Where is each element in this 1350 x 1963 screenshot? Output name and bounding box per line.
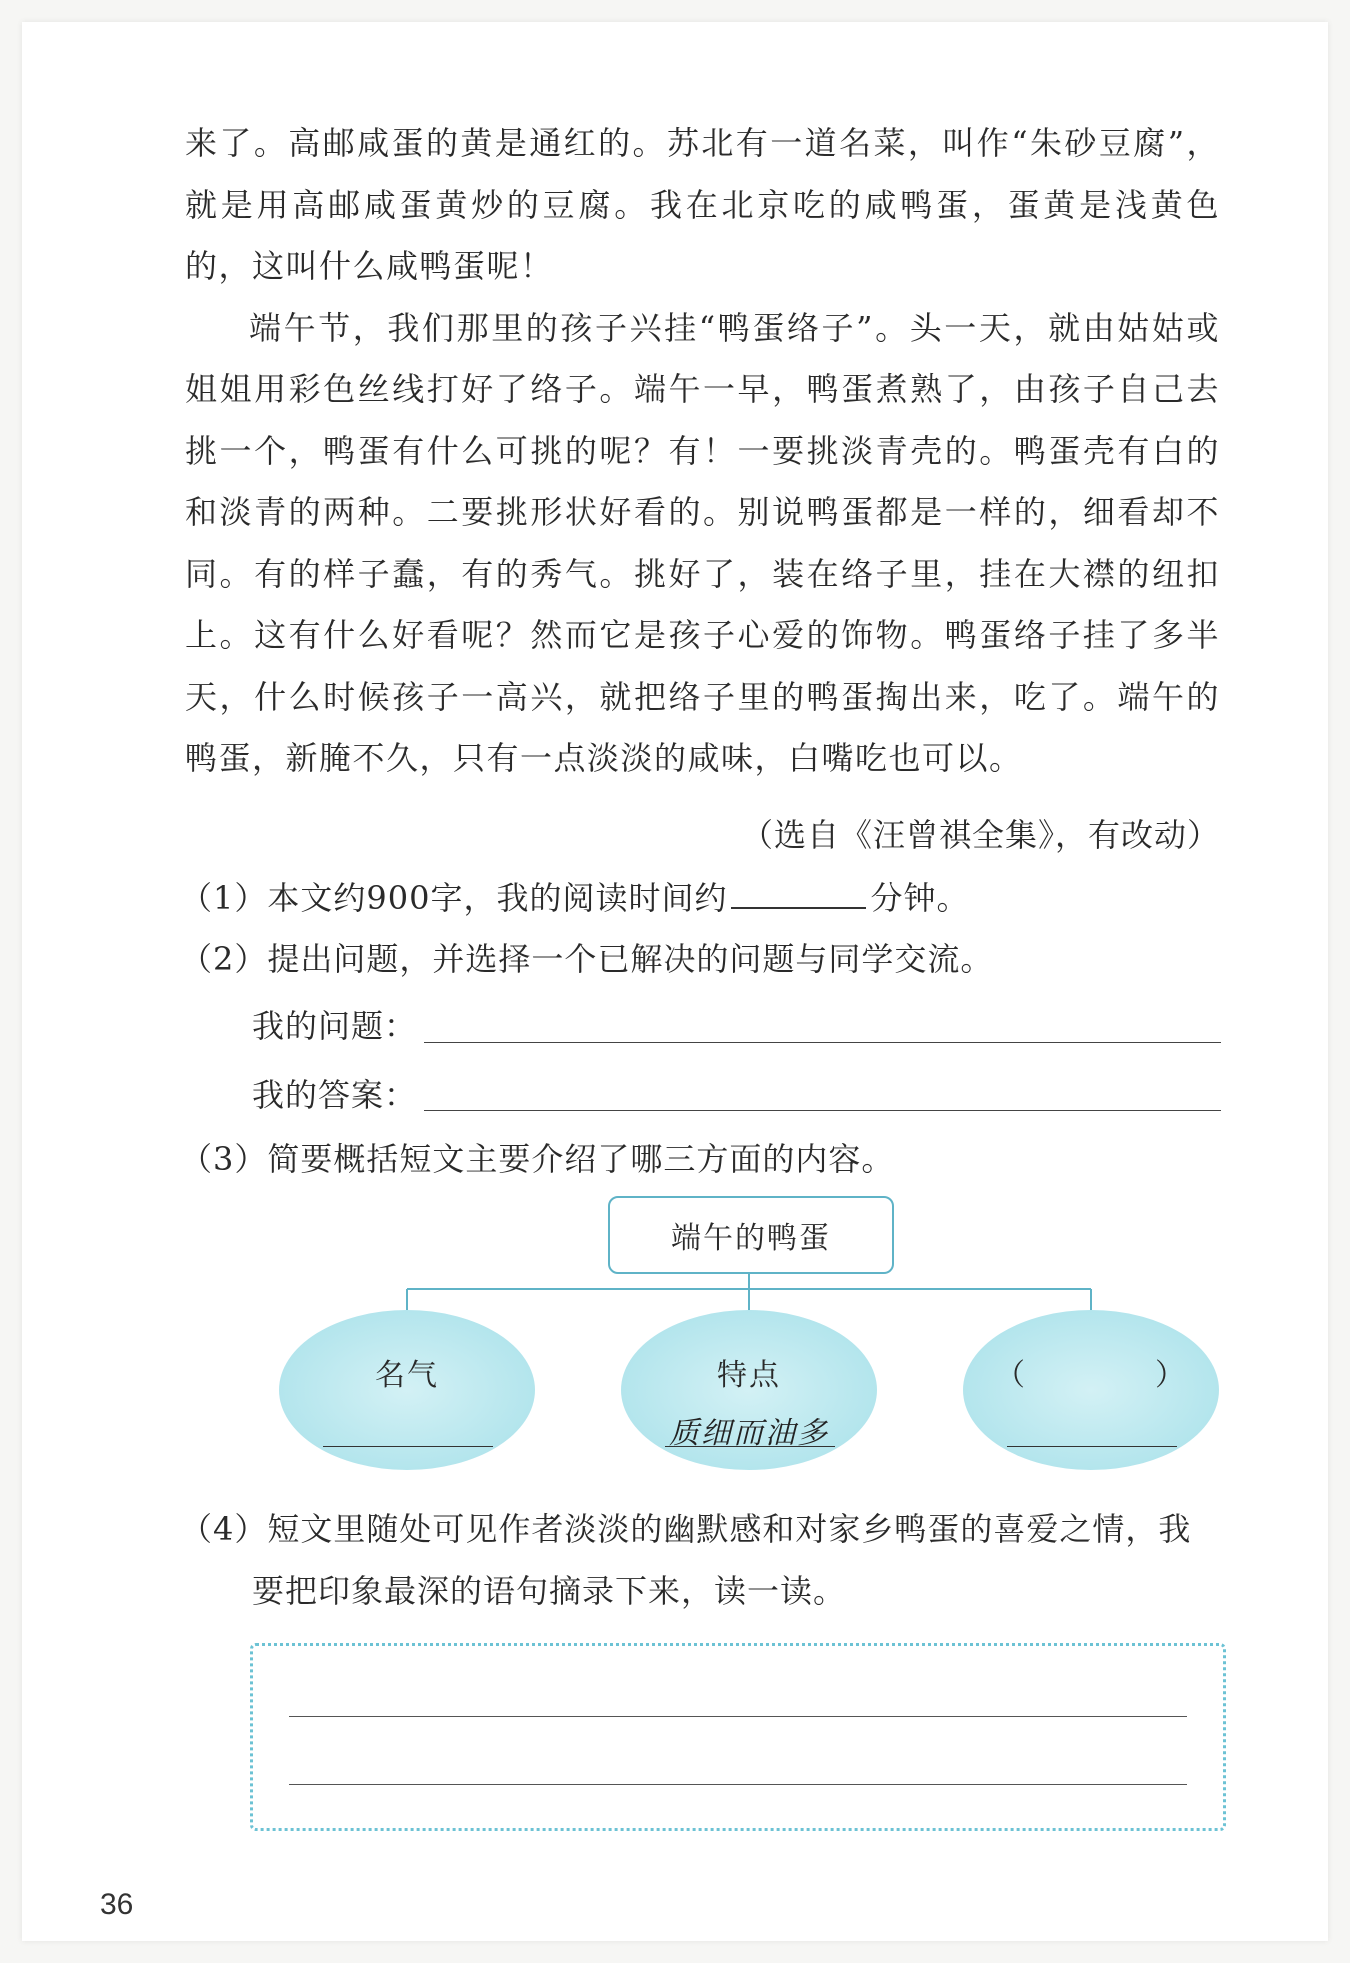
node-blank-answer-line[interactable] (1007, 1446, 1177, 1447)
my-answer-label: 我的答案： (252, 1076, 418, 1114)
reading-time-blank[interactable] (731, 873, 866, 909)
node-fame-answer-line[interactable] (323, 1446, 493, 1447)
question-3: （3）简要概括短文主要介绍了哪三方面的内容。 (180, 1140, 895, 1178)
node-fame-label: 名气 (375, 1358, 439, 1393)
question-1-text: （1）本文约900字，我的阅读时间约 (180, 879, 728, 917)
node-feature-answer: 质细而油多 (669, 1416, 829, 1451)
question-4-line-1: （4）短文里随处可见作者淡淡的幽默感和对家乡鸭蛋的喜爱之情，我 (180, 1510, 1192, 1548)
my-answer-line[interactable] (424, 1110, 1221, 1111)
node-feature (621, 1310, 877, 1470)
question-4-line-2: 要把印象最深的语句摘录下来，读一读。 (252, 1572, 847, 1610)
question-1-unit: 分钟。 (870, 879, 970, 917)
node-fame (279, 1310, 535, 1470)
node-feature-label: 特点 (717, 1358, 781, 1393)
page-number: 36 (100, 1888, 134, 1921)
passage (185, 113, 1220, 790)
concept-map-title: 端午的鸭蛋 (608, 1196, 894, 1274)
paragraph-2: 端午节，我们那里的孩子兴挂“鸭蛋络子”。头一天，就由姑姑或姐姐用彩色丝线打好了络子。端午一早，鸭蛋煮熟了，由孩子自己去挑一个，鸭蛋有什么可挑的呢？有！一要挑淡青壳的。鸭蛋壳有白的和淡青的两种。二要挑形状好看的。别说鸭蛋都是一样的，细看却不同。有的样子蠢，有的秀气。挑好了，装在络子里，挂在大襟的纽扣上。这有什么好看呢？然而它是孩子心爱的饰物。鸭蛋络子挂了多半天，什么时候孩子一高兴，就把络子里的鸭蛋掏出来，吃了。端午的鸭蛋，新腌不久，只有一点淡淡的咸味，白嘴吃也可以。 (185, 308, 1220, 777)
paragraph-1: 来了。高邮咸蛋的黄是通红的。苏北有一道名菜，叫作“朱砂豆腐”，就是用高邮咸蛋黄炒的豆腐。我在北京吃的咸鸭蛋，蛋黄是浅黄色的，这叫什么咸鸭蛋呢！ (185, 124, 1220, 285)
node-blank-label[interactable]: （ ） (995, 1358, 1187, 1393)
question-1 (180, 867, 969, 929)
my-question-label: 我的问题： (252, 1007, 418, 1045)
source-citation: （选自《汪曾祺全集》，有改动） (740, 816, 1220, 854)
excerpt-line-1[interactable] (289, 1716, 1187, 1717)
excerpt-box[interactable] (250, 1643, 1226, 1831)
node-blank (963, 1310, 1219, 1470)
node-feature-answer-line (665, 1446, 835, 1447)
excerpt-line-2[interactable] (289, 1784, 1187, 1785)
my-question-line[interactable] (424, 1042, 1221, 1043)
question-2: （2）提出问题，并选择一个已解决的问题与同学交流。 (180, 940, 994, 978)
